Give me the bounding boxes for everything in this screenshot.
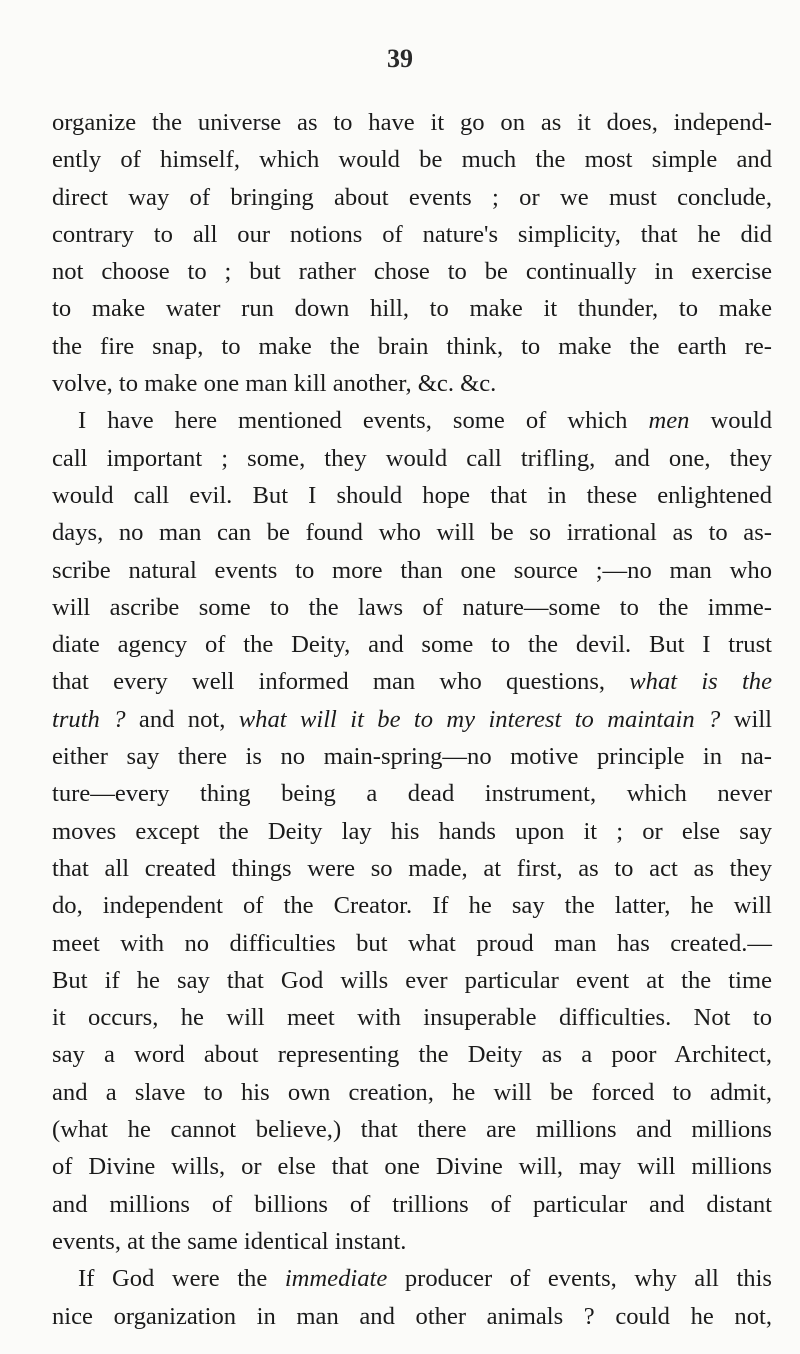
text-run-italic: men: [648, 407, 690, 435]
text-line: [52, 701, 772, 738]
text-run: will: [733, 705, 773, 733]
text-run-italic: what is the: [629, 668, 772, 696]
text-line: of Divine wills, or else that one Divine will, may will millions: [52, 1153, 772, 1181]
text-line: meet with no difficulties but what proud man has created.—: [52, 929, 772, 957]
text-run-italic: what will it be to my interest to maintain ?: [238, 705, 721, 733]
text-run: producer of events, why all this: [404, 1265, 772, 1293]
text-line: either say there is no main-spring—no motive principle in na-: [52, 743, 772, 771]
text-line: say a word about representing the Deity as a poor Architect,: [52, 1041, 772, 1069]
body-text: [52, 104, 772, 1335]
text-line: But if he say that God wills ever particular event at the time: [52, 966, 772, 994]
text-run-italic: truth ?: [52, 705, 126, 733]
text-line: nice organization in man and other animals ? could he not,: [52, 1302, 772, 1330]
text-line: moves except the Deity lay his hands upon it ; or else say: [52, 817, 772, 845]
text-line: ture—every thing being a dead instrument, which never: [52, 780, 772, 808]
text-line: do, independent of the Creator. If he say the latter, he will: [52, 892, 772, 920]
text-run: would: [710, 407, 772, 435]
text-line: (what he cannot believe,) that there are millions and millions: [52, 1116, 772, 1144]
page-number: 39: [387, 44, 413, 73]
text-run-italic: immediate: [284, 1265, 388, 1293]
text-line: organize the universe as to have it go on as it does, independ-: [52, 109, 772, 136]
text-line: to make water run down hill, to make it thunder, to make: [52, 295, 772, 323]
text-run: that every well informed man who questions,: [52, 668, 606, 696]
text-line: [52, 402, 772, 439]
text-line: it occurs, he will meet with insuperable difficulties. Not to: [52, 1004, 772, 1032]
text-line: days, no man can be found who will be so irrational as to as-: [52, 519, 772, 547]
text-line: ently of himself, which would be much the most simple and: [52, 146, 772, 174]
text-line: the fire snap, to make the brain think, to make the earth re-: [52, 332, 772, 360]
text-run: I have here mentioned events, some of which: [78, 407, 628, 435]
text-line: would call evil. But I should hope that in these enlightened: [52, 481, 772, 509]
text-line: will ascribe some to the laws of nature—some to the imme-: [52, 593, 772, 621]
text-line: direct way of bringing about events ; or we must conclude,: [52, 183, 772, 211]
text-line: that all created things were so made, at first, as to act as they: [52, 854, 772, 882]
text-line: contrary to all our notions of nature's simplicity, that he did: [52, 220, 772, 248]
text-line: and a slave to his own creation, he will be forced to admit,: [52, 1078, 772, 1106]
text-run: If God were the: [78, 1265, 268, 1293]
text-line: volve, to make one man kill another, &c. &c.: [52, 370, 497, 398]
text-line: [52, 663, 772, 700]
text-line: not choose to ; but rather chose to be continually in exercise: [52, 258, 772, 286]
text-run: and not,: [138, 705, 226, 733]
text-line: diate agency of the Deity, and some to the devil. But I trust: [52, 631, 772, 659]
text-line: events, at the same identical instant.: [52, 1227, 407, 1255]
text-line: scribe natural events to more than one source ;—no man who: [52, 556, 772, 584]
text-line: call important ; some, they would call trifling, and one, they: [52, 444, 772, 472]
text-line: and millions of billions of trillions of particular and distant: [52, 1190, 772, 1218]
text-line: [52, 1260, 772, 1297]
